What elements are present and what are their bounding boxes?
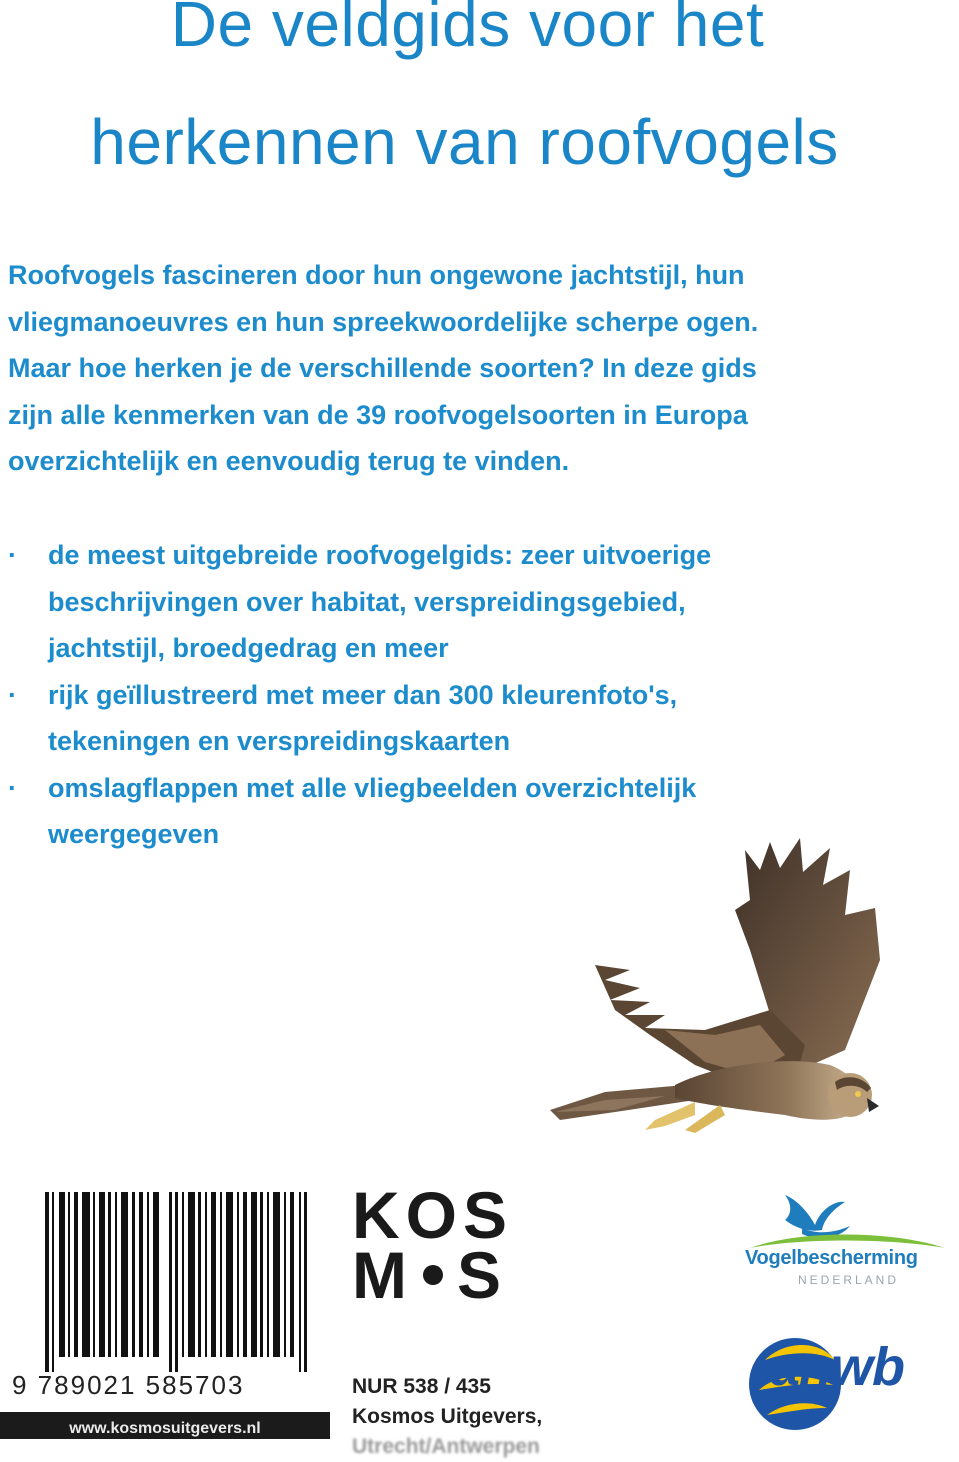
- feature-line: jachtstijl, broedgedrag en meer: [48, 633, 449, 663]
- kosmos-logo-s: S: [456, 1238, 508, 1312]
- feature-line: weergegeven: [48, 819, 220, 849]
- barcode-icon: [45, 1192, 307, 1372]
- title-line-1: De veldgids voor het: [170, 0, 765, 60]
- bullet-icon: ·: [8, 772, 17, 803]
- publisher-city: Utrecht/Antwerpen: [352, 1435, 540, 1458]
- feature-list: [8, 532, 948, 858]
- kosmos-logo-row2: [352, 1238, 522, 1312]
- feature-item: [8, 672, 948, 765]
- vogelbescherming-subtitle: NEDERLAND: [798, 1273, 900, 1287]
- harrier-bird-icon: [545, 830, 905, 1150]
- kosmos-logo: [352, 1178, 522, 1315]
- nur-code: NUR 538 / 435: [352, 1375, 491, 1398]
- publisher-info: [352, 1372, 542, 1462]
- intro-paragraph: [8, 252, 948, 485]
- intro-line: zijn alle kenmerken van de 39 roofvogelsoorten in Europa: [8, 399, 748, 430]
- intro-line: overzichtelijk en eenvoudig terug te vinden.: [8, 446, 570, 476]
- kosmos-logo-row1: KOS: [352, 1178, 514, 1252]
- intro-line: Maar hoe herken je de verschillende soorten? In deze gids: [8, 353, 757, 383]
- anwb-wordmark: anwb: [770, 1337, 905, 1397]
- isbn-number: 9 789021 585703: [12, 1370, 245, 1400]
- feature-line: tekeningen en verspreidingskaarten: [48, 726, 511, 756]
- vogelbescherming-name: Vogelbescherming: [745, 1247, 918, 1269]
- bullet-icon: ·: [8, 540, 17, 570]
- intro-line: Roofvogels fascineren door hun ongewone jachtstijl, hun: [8, 260, 745, 290]
- title-line-2: herkennen van roofvogels: [90, 106, 839, 178]
- website-url: www.kosmosuitgevers.nl: [0, 1412, 330, 1439]
- kosmos-dot-icon: [423, 1265, 443, 1285]
- intro-line: vliegmanoeuvres en hun spreekwoordelijke scherpe ogen.: [8, 306, 759, 337]
- feature-line: rijk geïllustreerd met meer dan 300 kleurenfoto's,: [48, 679, 678, 710]
- feature-line: beschrijvingen over habitat, verspreidingsgebied,: [48, 586, 686, 617]
- bullet-icon: ·: [8, 679, 17, 710]
- publisher-name: Kosmos Uitgevers,: [352, 1405, 543, 1428]
- feature-item: [8, 532, 948, 672]
- kosmos-logo-m: M: [352, 1238, 413, 1312]
- feature-line: omslagflappen met alle vliegbeelden overzichtelijk: [48, 772, 697, 803]
- feature-line: de meest uitgebreide roofvogelgids: zeer uitvoerige: [48, 540, 712, 570]
